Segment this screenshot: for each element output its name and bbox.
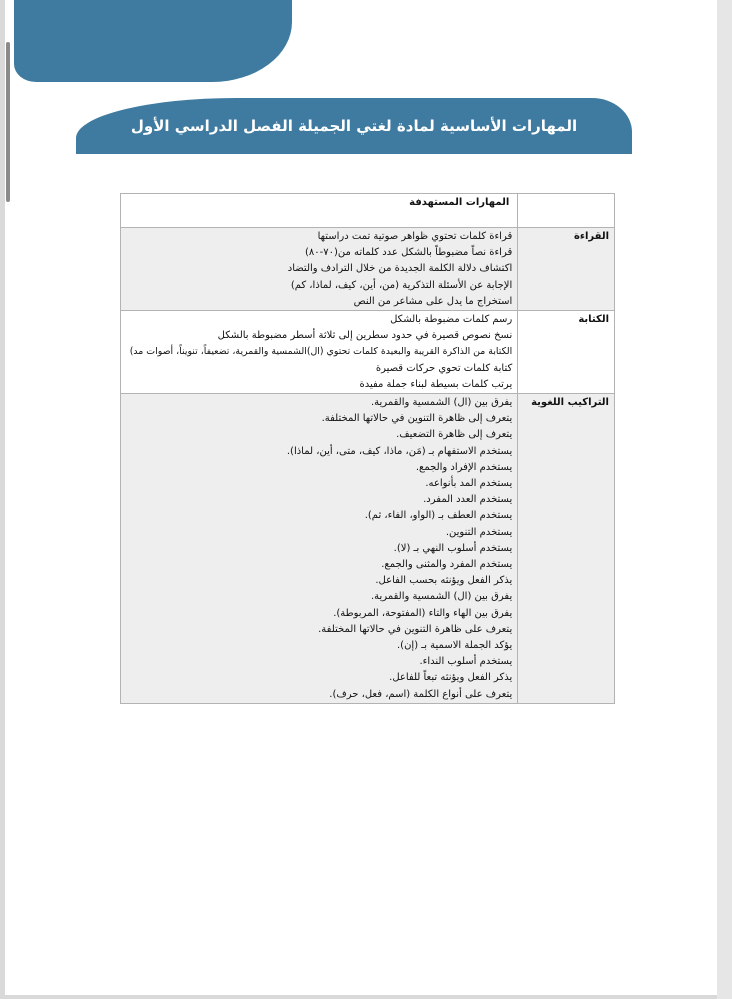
row-label: القراءة <box>518 228 615 311</box>
list-item: يستخدم العدد المفرد. <box>423 494 513 506</box>
list-item: يفرق بين (ال) الشمسية والقمرية. <box>370 397 513 409</box>
list-item: يذكر الفعل ويؤنثه تبعاً للفاعل. <box>389 672 513 684</box>
header-empty-cell <box>518 194 615 228</box>
header-cell <box>121 194 518 228</box>
list-item: يتعرف إلى ظاهرة التضعيف. <box>396 429 513 441</box>
table-header: المهارات المستهدفة <box>409 197 510 208</box>
list-item: يرتب كلمات بسيطة لبناء جملة مفيدة <box>359 378 513 390</box>
list-item: اكتشاف دلالة الكلمة الجديدة من خلال الترادف والتضاد <box>287 263 513 275</box>
list-item: كتابة كلمات تحوي حركات قصيرة <box>375 362 513 374</box>
table-row <box>121 311 615 394</box>
list-item: يذكر الفعل ويؤنثه بحسب الفاعل. <box>375 575 513 587</box>
table-row <box>121 394 615 704</box>
list-item: استخراج ما يدل على مشاعر من النص <box>353 295 513 307</box>
list-item: يستخدم أسلوب النهي بـ (لا). <box>393 542 513 554</box>
row-items <box>121 228 518 311</box>
list-item: يفرق بين الهاء والتاء (المفتوحة، المربوطة). <box>333 607 513 619</box>
list-item: يستخدم الإفراد والجمع. <box>415 461 513 473</box>
list-item: رسم كلمات مضبوطة بالشكل <box>390 314 513 326</box>
skills-table <box>120 193 615 704</box>
list-item: يستخدم المد بأنواعه. <box>425 478 513 490</box>
list-item: يستخدم الاستفهام بـ (مَن، ماذا، كيف، متى، أين، لماذا). <box>286 445 513 457</box>
list-item: يستخدم التنوين. <box>445 526 513 538</box>
row-label: الكتابة <box>518 311 615 394</box>
list-item: الكتابة من الذاكرة القريبة والبعيدة كلمات تحتوي (ال)الشمسية والقمرية، تضعيفاً، تنويناً، أصوات مد) <box>129 346 513 358</box>
viewer-edge <box>717 0 732 999</box>
list-item: يستخدم المفرد والمثنى والجمع. <box>381 559 513 571</box>
list-item: يتعرف على أنواع الكلمة (اسم، فعل، حرف). <box>329 688 513 700</box>
list-item: يستخدم أسلوب النداء. <box>419 656 513 668</box>
list-item: يتعرف إلى ظاهرة التنوين في حالاتها المختلفة. <box>321 413 513 425</box>
header-decoration-shape <box>14 0 292 82</box>
list-item: يستخدم العطف بـ (الواو، الفاء، ثم). <box>364 510 513 522</box>
table-row <box>121 228 615 311</box>
scrollbar[interactable] <box>6 42 10 202</box>
title-banner <box>76 98 632 154</box>
page-title: المهارات الأساسية لمادة لغتي الجميلة الفصل الدراسي الأول <box>130 117 578 135</box>
list-item: يؤكد الجملة الاسمية بـ (إن). <box>397 640 513 652</box>
list-item: يفرق بين (ال) الشمسية والقمرية. <box>370 591 513 603</box>
list-item: قراءة نصاً مضبوطاً بالشكل عدد كلماته من(٧٠-٨٠) <box>304 247 513 259</box>
list-item: قراءة كلمات تحتوي ظواهر صوتية تمت دراستها <box>317 231 513 242</box>
row-label: التراكيب اللغوية <box>518 394 615 704</box>
list-item: الإجابة عن الأسئلة التذكرية (من، أين، كيف، لماذا، كم) <box>290 279 513 291</box>
list-item: يتعرف على ظاهرة التنوين في حالاتها المختلفة. <box>318 623 513 635</box>
row-items <box>121 311 518 394</box>
row-items <box>121 394 518 704</box>
list-item: نسخ نصوص قصيرة في حدود سطرين إلى ثلاثة أسطر مضبوطة بالشكل <box>217 330 513 342</box>
table-header-row <box>121 194 615 228</box>
